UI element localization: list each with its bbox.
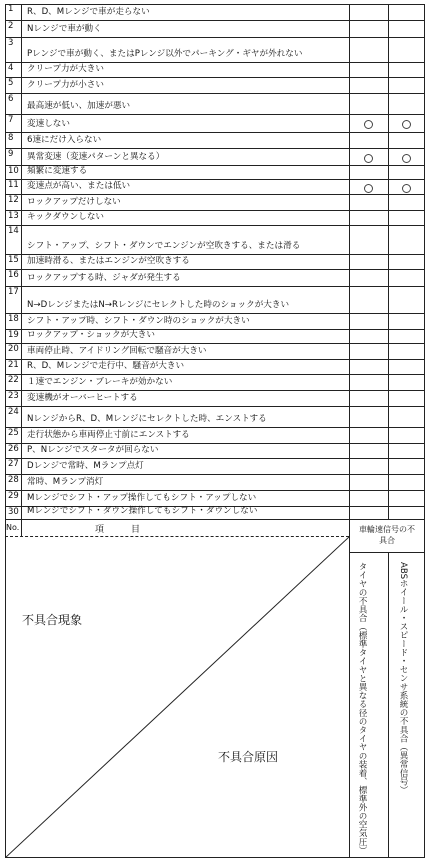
row-symptom-text: Pレンジで車が動く、またはPレンジ以外でパーキング・ギヤが外れない bbox=[27, 49, 303, 59]
row-number: 24 bbox=[8, 407, 19, 417]
outer-right-border bbox=[424, 4, 425, 858]
symptom-row bbox=[5, 444, 424, 459]
row-number-cell bbox=[5, 428, 22, 443]
symptom-row bbox=[5, 226, 424, 255]
row-number-cell bbox=[5, 166, 22, 179]
row-number-cell bbox=[5, 4, 22, 20]
symptom-row bbox=[5, 330, 424, 344]
symptom-row bbox=[5, 270, 424, 287]
row-number-cell bbox=[5, 444, 22, 458]
row-number: 3 bbox=[8, 38, 14, 48]
no-header-label: No. bbox=[6, 523, 20, 532]
check-mark-tire bbox=[364, 154, 373, 163]
row-number-cell bbox=[5, 180, 22, 194]
row-number: 25 bbox=[8, 428, 19, 438]
row-number-cell bbox=[5, 491, 22, 506]
row-symptom-text: P、Nレンジでスタータが回らない bbox=[27, 445, 159, 455]
check-mark-abs-sensor bbox=[402, 154, 411, 163]
symptom-row bbox=[5, 166, 424, 180]
row-number-cell bbox=[5, 407, 22, 427]
row-number: 11 bbox=[8, 180, 19, 190]
row-number: 29 bbox=[8, 491, 19, 501]
row-number: 10 bbox=[8, 166, 19, 176]
check-mark-tire bbox=[364, 184, 373, 193]
row-symptom-text: 変速しない bbox=[27, 119, 70, 129]
row-symptom-text: キックダウンしない bbox=[27, 212, 105, 222]
row-number: 14 bbox=[8, 226, 19, 236]
symptom-row bbox=[5, 195, 424, 211]
row-number: 4 bbox=[8, 63, 14, 73]
column-divider-2 bbox=[388, 4, 389, 520]
row-number-cell bbox=[5, 94, 22, 114]
cause-label: 不具合原因 bbox=[218, 750, 279, 764]
row-number: 12 bbox=[8, 195, 19, 205]
row-number-cell bbox=[5, 344, 22, 359]
row-number-cell bbox=[5, 211, 22, 225]
symptom-row bbox=[5, 407, 424, 428]
row-symptom-text: 変速点が高い、または低い bbox=[27, 181, 131, 191]
row-symptom-text: R、D、Mレンジで走行中、騒音が大きい bbox=[27, 361, 185, 371]
row-number-cell bbox=[5, 63, 22, 77]
row-symptom-text: NレンジからR、D、Mレンジにセレクトした時、エンストする bbox=[27, 414, 267, 424]
row-number: 1 bbox=[8, 4, 14, 14]
row-number: 26 bbox=[8, 444, 19, 454]
row-symptom-text: Mレンジでシフト・ダウン操作してもシフト・ダウンしない bbox=[27, 506, 258, 516]
symptom-row bbox=[5, 360, 424, 375]
row-number: 15 bbox=[8, 255, 19, 265]
row-number-cell bbox=[5, 115, 22, 132]
row-number-cell bbox=[5, 78, 22, 93]
row-symptom-text: シフト・アップ時、シフト・ダウン時のショックが大きい bbox=[27, 316, 250, 326]
row-symptom-text: 最高速が低い、加速が悪い bbox=[27, 101, 131, 111]
row-number: 22 bbox=[8, 375, 19, 385]
row-number: 17 bbox=[8, 287, 19, 297]
row-symptom-text: 変速機がオーバーヒートする bbox=[27, 393, 138, 403]
row-number-cell bbox=[5, 287, 22, 313]
symptom-row bbox=[5, 133, 424, 149]
row-symptom-text: Nレンジで車が動く bbox=[27, 24, 102, 34]
symptom-row bbox=[5, 491, 424, 507]
row-number-cell bbox=[5, 21, 22, 37]
row-number-cell bbox=[5, 459, 22, 474]
symptom-row bbox=[5, 391, 424, 407]
row-symptom-text: 常時、Mランプ消灯 bbox=[27, 477, 104, 487]
row-number-cell bbox=[5, 38, 22, 62]
row-number: 7 bbox=[8, 115, 14, 125]
symptom-row bbox=[5, 507, 424, 520]
symptom-row bbox=[5, 459, 424, 475]
check-mark-tire bbox=[364, 120, 373, 129]
row-number-cell bbox=[5, 391, 22, 406]
symptom-row bbox=[5, 180, 424, 195]
column-divider-1 bbox=[349, 4, 350, 858]
diagonal-divider bbox=[5, 537, 349, 858]
col1-header-label: タイヤの不具合（標準タイヤと異なる径のタイヤの装着、標準外の空気圧） bbox=[357, 562, 367, 855]
row-number: 19 bbox=[8, 330, 19, 340]
row-number: 6 bbox=[8, 94, 14, 104]
symptom-row bbox=[5, 21, 424, 38]
row-number-cell bbox=[5, 475, 22, 490]
row-symptom-text: クリープ力が小さい bbox=[27, 80, 104, 90]
check-mark-abs-sensor bbox=[402, 184, 411, 193]
row-symptom-text: 走行状態から車両停止寸前にエンストする bbox=[27, 430, 190, 440]
row-number-cell bbox=[5, 255, 22, 269]
row-number: 28 bbox=[8, 475, 19, 485]
row-symptom-text: ロックアップする時、ジャダが発生する bbox=[27, 273, 181, 283]
row-number: 13 bbox=[8, 211, 19, 221]
symptom-row bbox=[5, 78, 424, 94]
row-number: 2 bbox=[8, 21, 14, 31]
row-symptom-text: １速でエンジン・ブレーキが効かない bbox=[27, 377, 173, 387]
row-symptom-text: クリープ力が大きい bbox=[27, 64, 104, 74]
row-symptom-text: シフト・アップ、シフト・ダウンでエンジンが空吹きする、または滑る bbox=[27, 241, 301, 251]
row-number-cell bbox=[5, 507, 22, 519]
row-symptom-text: 車両停止時、アイドリング回転で騒音が大きい bbox=[27, 346, 207, 356]
row-number: 20 bbox=[8, 344, 19, 354]
column-divider-2-lower bbox=[388, 553, 389, 858]
symptom-row bbox=[5, 475, 424, 491]
row-symptom-text: ロックアップ・ショックが大きい bbox=[27, 330, 155, 340]
symptom-row bbox=[5, 428, 424, 444]
symptom-row bbox=[5, 38, 424, 63]
row-number-cell bbox=[5, 314, 22, 329]
symptom-row bbox=[5, 115, 424, 133]
group-header-cell bbox=[349, 520, 424, 553]
symptom-row bbox=[5, 287, 424, 314]
row-symptom-text: 加速時滑る、またはエンジンが空吹きする bbox=[27, 256, 190, 266]
row-number: 27 bbox=[8, 459, 19, 469]
symptom-row bbox=[5, 255, 424, 270]
row-symptom-text: Dレンジで常時、Mランプ点灯 bbox=[27, 461, 144, 471]
symptom-row bbox=[5, 149, 424, 166]
row-number: 9 bbox=[8, 149, 14, 159]
row-number: 21 bbox=[8, 360, 19, 370]
symptom-row bbox=[5, 94, 424, 115]
row-symptom-text: ロックアップだけしない bbox=[27, 197, 121, 207]
row-number-cell bbox=[5, 360, 22, 374]
symptom-row bbox=[5, 344, 424, 360]
row-number-cell bbox=[5, 133, 22, 148]
row-number-cell bbox=[5, 330, 22, 343]
row-number-cell bbox=[5, 270, 22, 286]
symptom-row bbox=[5, 4, 424, 21]
row-symptom-text: R、D、Mレンジで車が走らない bbox=[27, 7, 150, 17]
row-number-cell bbox=[5, 375, 22, 390]
item-header-label: 項 目 bbox=[95, 525, 141, 535]
row-number-cell bbox=[5, 149, 22, 165]
col2-header-label: ABSホイール・スピード・センサ系統の不具合（異常信号） bbox=[398, 562, 408, 795]
row-symptom-text: N→DレンジまたはN→Rレンジにセレクトした時のショックが大きい bbox=[27, 300, 290, 310]
symptom-row bbox=[5, 63, 424, 78]
row-symptom-text: 異常変速（変速パターンと異なる） bbox=[27, 152, 165, 162]
symptom-row bbox=[5, 314, 424, 330]
row-number: 5 bbox=[8, 78, 14, 88]
phenomenon-label: 不具合現象 bbox=[22, 613, 83, 627]
row-symptom-text: 頻繁に変速する bbox=[27, 166, 88, 176]
symptom-row bbox=[5, 375, 424, 391]
no-header-cell bbox=[5, 520, 22, 536]
header-row bbox=[5, 520, 349, 537]
row-number: 18 bbox=[8, 314, 19, 324]
row-number: 23 bbox=[8, 391, 19, 401]
group-header-label: 車輪速信号の不具合 bbox=[359, 525, 415, 545]
check-mark-abs-sensor bbox=[402, 120, 411, 129]
row-symptom-text: Mレンジでシフト・アップ操作してもシフト・アップしない bbox=[27, 493, 257, 503]
symptom-row bbox=[5, 211, 424, 226]
row-number: 16 bbox=[8, 270, 19, 280]
row-number-cell bbox=[5, 195, 22, 210]
row-number: 30 bbox=[8, 507, 19, 517]
row-number-cell bbox=[5, 226, 22, 254]
row-number: 8 bbox=[8, 133, 14, 143]
row-symptom-text: 6速にだけ入らない bbox=[27, 135, 102, 145]
